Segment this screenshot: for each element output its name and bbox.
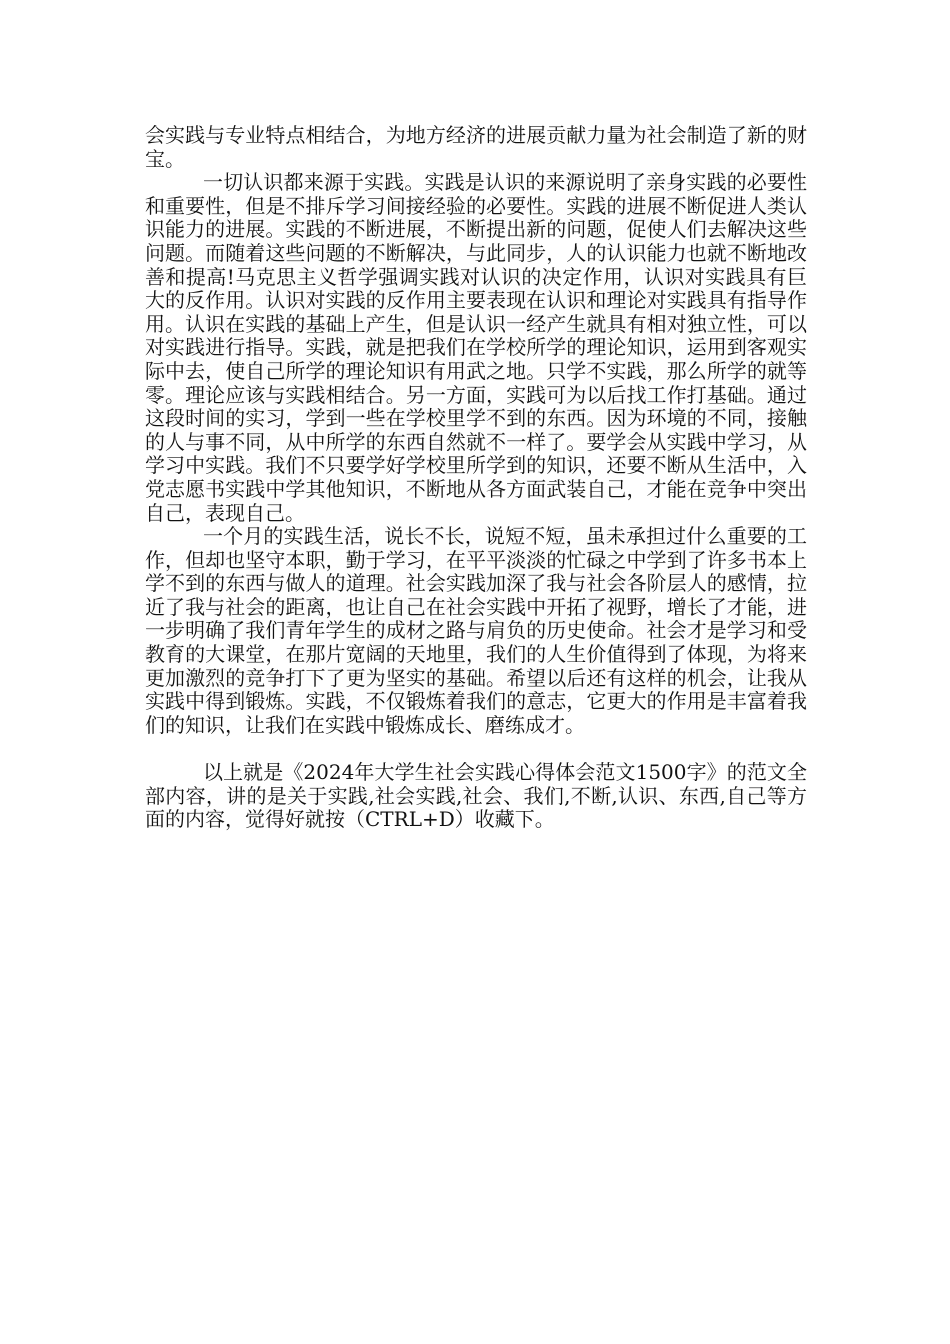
paragraph-one-month-practice: 一个月的实践生活，说长不长，说短不短，虽未承担过什么重要的工作，但却也坚守本职，勤于学习，在平平淡淡的忙碌之中学到了许多书本上学不到的东西与做人的道理。社会实践加深了我与社会各阶层人的感情，拉近了我与社会的距离，也让自己在社会实践中开拓了视野，增长了才能，进一步明确了我们青年学生的成材之路与肩负的历史使命。社会才是学习和受教育的大课堂，在那片宽阔的天地里，我们的人生价值得到了体现，为将来更加激烈的竞争打下了更为坚实的基础。希望以后还有这样的机会，让我从实践中得到锻炼。实践，不仅锻炼着我们的意志，它更大的作用是丰富着我们的知识，让我们在实践中锻炼成长、磨练成才。 bbox=[145, 524, 807, 737]
paragraph-practice-source: 一切认识都来源于实践。实践是认识的来源说明了亲身实践的必要性和重要性，但是不排斥学习间接经验的必要性。实践的进展不断促进人类认识能力的进展。实践的不断进展，不断提出新的问题，促使人们去解决这些问题。而随着这些问题的不断解决，与此同步，人的认识能力也就不断地改善和提高!马克思主义哲学强调实践对认识的决定作用，认识对实践具有巨大的反作用。认识对实践的反作用主要表现在认识和理论对实践具有指导作用。认识在实践的基础上产生，但是认识一经产生就具有相对独立性，可以对实践进行指导。实践，就是把我们在学校所学的理论知识，运用到客观实际中去，使自己所学的理论知识有用武之地。只学不实践，那么所学的就等零。理论应该与实践相结合。另一方面，实践可为以后找工作打基础。通过这段时间的实习，学到一些在学校里学不到的东西。因为环境的不同，接触的人与事不同，从中所学的东西自然就不一样了。要学会从实践中学习，从学习中实践。我们不只要学好学校里所学到的知识，还要不断从生活中，入党志愿书实践中学其他知识，不断地从各方面武装自己，才能在竞争中突出自己，表现自己。 bbox=[145, 170, 807, 525]
document-body bbox=[145, 124, 807, 832]
paragraph-continuation: 会实践与专业特点相结合，为地方经济的进展贡献力量为社会制造了新的财宝。 bbox=[145, 123, 807, 171]
paragraph-summary: 以上就是《2024年大学生社会实践心得体会范文1500字》的范文全部内容，讲的是关于实践,社会实践,社会、我们,不断,认识、东西,自己等方面的内容，觉得好就按（CTRL+D）收藏下。 bbox=[145, 760, 807, 832]
